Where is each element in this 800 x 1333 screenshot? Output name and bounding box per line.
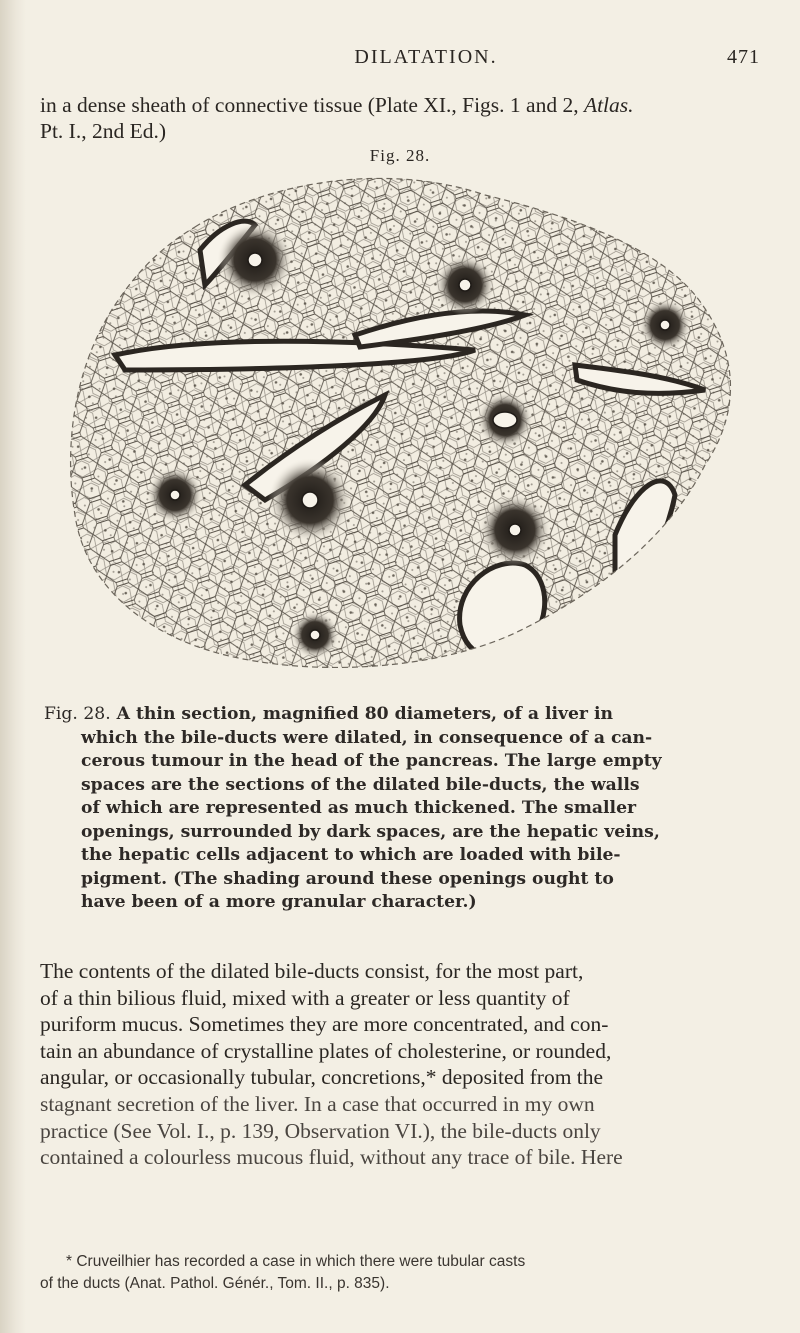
caption-line-9: have been of a more granular character.) (81, 892, 477, 912)
page-number: 471 (727, 46, 760, 68)
body-line-8: contained a colourless mucous fluid, without any trace of bile. Here (40, 1145, 623, 1170)
caption-line-8: pigment. (The shading around these openings ought to (81, 868, 614, 889)
liver-section-illustration (55, 165, 745, 680)
footnote-line-2: of the ducts (Anat. Pathol. Génér., Tom. II., p. 835). (40, 1275, 390, 1292)
intro-italic: Atlas. (583, 93, 634, 117)
body-paragraph (40, 958, 746, 1171)
intro-text-2: Pt. I., 2nd Ed.) (40, 119, 167, 143)
footnote (40, 1251, 746, 1295)
body-line-2: of a thin bilious fluid, mixed with a greater or less quantity of (40, 985, 570, 1010)
figure-caption (44, 703, 744, 915)
caption-lead: Fig. 28. (44, 704, 111, 724)
caption-line-4: spaces are the sections of the dilated bile-ducts, the walls (81, 774, 640, 795)
intro-paragraph (40, 92, 740, 144)
body-line-1: The contents of the dilated bile-ducts consist, for the most part, (40, 959, 584, 983)
footnote-line-1: * Cruveilhier has recorded a case in which there were tubular casts (66, 1253, 526, 1270)
body-line-7: practice (See Vol. I., p. 139, Observation VI.), the bile-ducts only (40, 1118, 601, 1143)
caption-line-6: openings, surrounded by dark spaces, are the hepatic veins, (81, 821, 660, 842)
figure-label: Fig. 28. (369, 146, 431, 165)
body-line-3: puriform mucus. Sometimes they are more concentrated, and con- (40, 1012, 609, 1037)
intro-text: in a dense sheath of connective tissue (Plate XI., Figs. 1 and 2, (40, 93, 584, 117)
page-binding-shadow (0, 0, 26, 1333)
page-header (92, 46, 760, 69)
running-title: DILATATION. (354, 46, 498, 68)
caption-line-3: cerous tumour in the head of the pancreas. The large empty (81, 751, 662, 771)
body-line-6: stagnant secretion of the liver. In a case that occurred in my own (40, 1091, 595, 1116)
caption-line-1: Fig. 28. A thin section, magnified 80 diameters, of a liver in (44, 704, 613, 724)
caption-line-7: the hepatic cells adjacent to which are loaded with bile- (81, 845, 621, 865)
caption-line-5: of which are represented as much thickened. The smaller (81, 798, 637, 818)
body-line-4: tain an abundance of crystalline plates of cholesterine, or rounded, (40, 1038, 612, 1063)
caption-line-2: which the bile-ducts were dilated, in consequence of a can- (81, 727, 653, 748)
body-line-5: angular, or occasionally tubular, concretions,* deposited from the (40, 1065, 604, 1090)
